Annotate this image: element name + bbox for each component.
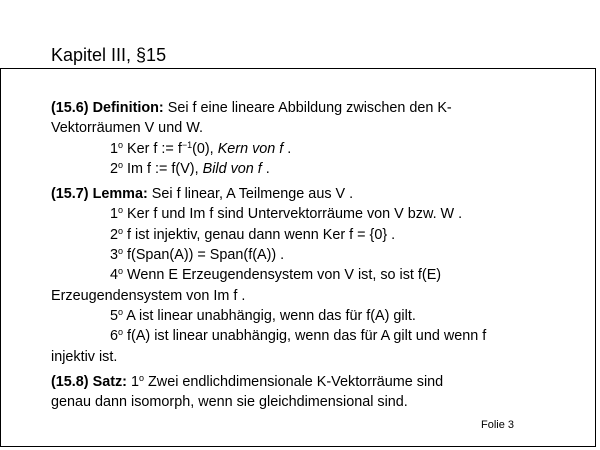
item-text: Ker f := f (123, 140, 182, 157)
definition-line-2: Vektorräumen V und W. (51, 120, 203, 137)
slide-content (51, 98, 571, 412)
item-number: 2 (110, 226, 119, 243)
item-ordinal: o (118, 205, 124, 216)
lemma-line-1 (51, 184, 571, 204)
lemma-item-3 (51, 245, 571, 265)
item-ordinal: o (118, 306, 124, 317)
satz-block (51, 372, 571, 413)
item-text: . (261, 160, 270, 177)
item-ordinal: o (118, 139, 124, 150)
item-text: Im f := f(V), (123, 160, 203, 177)
lemma-text: Sei f linear, A Teilmenge aus V . (147, 186, 354, 203)
item-text: Wenn E Erzeugendensystem von V ist, so ist f(E) (123, 267, 442, 284)
definition-block (51, 98, 571, 179)
lemma-item-6-continuation: injektiv ist. (51, 348, 118, 365)
item-number: 2 (110, 160, 119, 177)
item-term: Bild von f (202, 160, 262, 177)
definition-item-2 (51, 159, 571, 179)
satz-line-2: genau dann isomorph, wenn sie gleichdimensional sind. (51, 394, 408, 411)
definition-line-1 (51, 98, 571, 118)
item-number: 1 (110, 206, 119, 223)
item-text: (0), (192, 140, 218, 157)
definition-item-1 (51, 139, 571, 159)
item-text: . (283, 140, 292, 157)
item-term: Kern von f (217, 140, 284, 157)
item-ordinal: o (139, 372, 145, 383)
slide-title: Kapitel III, §15 (51, 45, 167, 65)
lemma-item-4 (51, 265, 571, 285)
lemma-item-1 (51, 204, 571, 224)
slide-footer: Folie 3 (481, 419, 515, 431)
item-text: Ker f und Im f sind Untervektorräume von V bzw. W . (123, 206, 463, 223)
item-number: 5 (110, 307, 119, 324)
lemma-item-4-continuation: Erzeugendensystem von Im f . (51, 287, 246, 304)
item-ordinal: o (118, 246, 124, 257)
inverse-exponent: −1 (181, 139, 193, 150)
item-number: 1 (110, 140, 119, 157)
satz-text: Zwei endlichdimensionale K-Vektorräume sind (144, 373, 444, 390)
lemma-block (51, 184, 571, 367)
lemma-label: (15.7) Lemma: (51, 186, 148, 203)
item-number: 3 (110, 247, 119, 264)
item-ordinal: o (118, 327, 124, 338)
item-text: f(A) ist linear unabhängig, wenn das für A gilt und wenn f (123, 328, 487, 345)
lemma-item-6 (51, 326, 571, 346)
item-ordinal: o (118, 266, 124, 277)
definition-text: Sei f eine lineare Abbildung zwischen den K- (163, 100, 452, 116)
lemma-item-2 (51, 225, 571, 245)
satz-line-1 (51, 372, 571, 392)
item-number: 6 (110, 328, 119, 345)
satz-label: (15.8) Satz: (51, 373, 131, 390)
item-ordinal: o (118, 225, 124, 236)
item-text: f ist injektiv, genau dann wenn Ker f = {0} . (123, 226, 396, 243)
item-number: 4 (110, 267, 119, 284)
item-text: f(Span(A)) = Span(f(A)) . (123, 247, 285, 264)
item-ordinal: o (118, 159, 124, 170)
lemma-item-5 (51, 306, 571, 326)
definition-label: (15.6) Definition: (51, 100, 164, 116)
item-number: 1 (130, 373, 139, 390)
item-text: A ist linear unabhängig, wenn das für f(A) gilt. (123, 307, 416, 324)
